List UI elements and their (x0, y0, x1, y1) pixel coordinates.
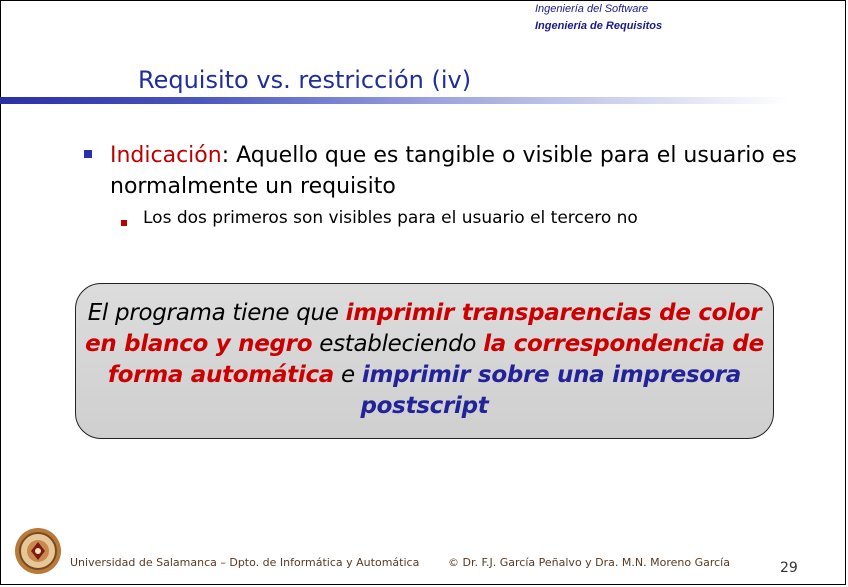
quote-requirement-1: imprimir transparencias de color en blanco y negro (85, 300, 762, 357)
quote-requirement-2: la correspondencia de forma automática (107, 331, 764, 388)
slide-title: Requisito vs. restricción (iv) (138, 66, 472, 94)
indicacion-term: Indicación (110, 143, 222, 168)
quote-restriction: imprimir sobre una impresora postscript (360, 362, 742, 419)
sub-bullet-text: Los dos primeros son visibles para el usuario el tercero no (143, 208, 638, 228)
quote-part-3: estableciendo (312, 331, 484, 357)
footer-institution: Universidad de Salamanca – Dpto. de Informática y Automática (70, 556, 420, 569)
sub-bullet-square-icon (121, 220, 127, 226)
example-quote (75, 298, 774, 422)
main-bullet-text (110, 140, 830, 202)
page-number: 29 (780, 560, 798, 576)
footer-copyright: © Dr. F.J. García Peñalvo y Dra. M.N. Moreno García (448, 556, 730, 569)
title-underline-bar (0, 97, 790, 104)
topic-header: Ingeniería de Requisitos (535, 20, 663, 32)
quote-part-5: e (334, 362, 362, 388)
university-seal-icon (14, 527, 62, 575)
course-header: Ingeniería del Software (535, 3, 649, 15)
bullet-square-icon (84, 150, 92, 158)
indicacion-definition: : Aquello que es tangible o visible para el usuario es normalmente un requisito (110, 143, 797, 199)
quote-part-1: El programa tiene que (87, 300, 346, 326)
